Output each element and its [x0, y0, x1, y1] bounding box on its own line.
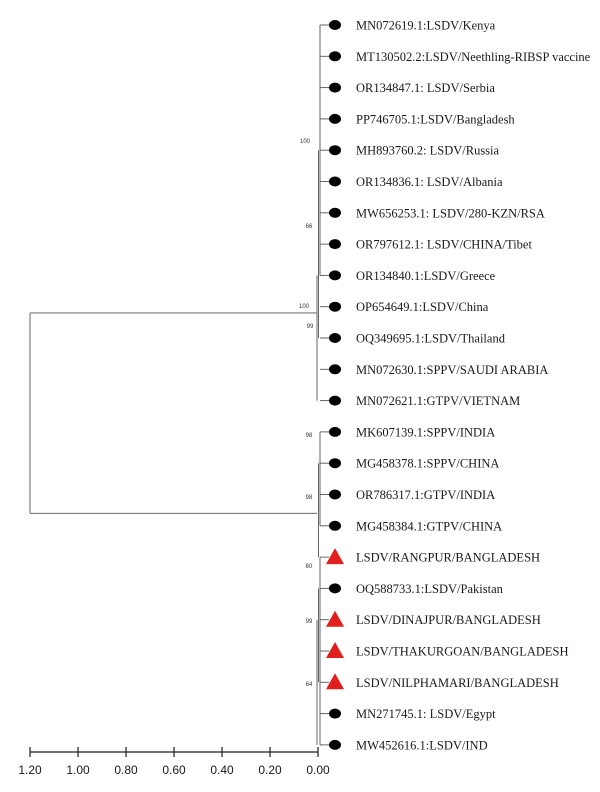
bootstrap-value: 66	[305, 224, 313, 230]
reference-sequence-dot-marker	[329, 364, 341, 374]
reference-sequence-dot-marker	[329, 208, 341, 218]
taxon-label: MG458384.1:GTPV/CHINA	[356, 519, 503, 534]
scale-tick-label: 1.00	[66, 763, 90, 777]
bootstrap-value: 98	[305, 495, 313, 501]
bootstrap-value: 99	[305, 619, 313, 625]
taxon-label: PP746705.1:LSDV/Bangladesh	[356, 112, 515, 127]
reference-sequence-dot-marker	[329, 302, 341, 312]
reference-sequence-dot-marker	[329, 458, 341, 468]
taxon-label: OQ349695.1:LSDV/Thailand	[356, 331, 505, 346]
taxon-label: MK607139.1:SPPV/INDIA	[356, 425, 496, 440]
bootstrap-value: 98	[305, 433, 313, 439]
reference-sequence-dot-marker	[329, 490, 341, 500]
taxon-label: OR134847.1: LSDV/Serbia	[356, 81, 495, 96]
taxon-label: MT130502.2:LSDV/Neethling-RIBSP vaccine	[356, 49, 591, 64]
taxon-label: OR797612.1: LSDV/CHINA/Tibet	[356, 237, 532, 252]
taxon-label: MG458378.1:SPPV/CHINA	[356, 456, 500, 471]
taxon-label: LSDV/NILPHAMARI/BANGLADESH	[356, 675, 559, 690]
bootstrap-value: 99	[306, 324, 314, 330]
reference-sequence-dot-marker	[329, 427, 341, 437]
taxon-markers	[326, 20, 344, 750]
scale-tick-label: 0.80	[114, 763, 138, 777]
taxon-label: OP654649.1:LSDV/China	[356, 300, 489, 315]
taxon-label: OR134840.1:LSDV/Greece	[356, 268, 496, 283]
reference-sequence-dot-marker	[329, 333, 341, 343]
branch-lines	[30, 25, 329, 745]
bootstrap-value: 64	[305, 682, 313, 688]
reference-sequence-dot-marker	[329, 177, 341, 187]
scale-tick-label: 0.00	[306, 763, 330, 777]
scale-tick-label: 1.20	[18, 763, 42, 777]
taxon-labels	[356, 19, 591, 753]
study-sample-triangle-marker	[326, 673, 344, 689]
taxon-label: MN072621.1:GTPV/VIETNAM	[356, 394, 521, 409]
bootstrap-value: 100	[299, 139, 311, 145]
scale-tick-label: 0.60	[162, 763, 186, 777]
taxon-label: OR786317.1:GTPV/INDIA	[356, 488, 496, 502]
taxon-label: MW452616.1:LSDV/IND	[356, 738, 488, 753]
taxon-label: MN072619.1:LSDV/Kenya	[356, 18, 496, 33]
taxon-label: LSDV/DINAJPUR/BANGLADESH	[356, 613, 541, 628]
taxon-label: MN072630.1:SPPV/SAUDI ARABIA	[356, 362, 549, 377]
bootstrap-labels	[299, 139, 314, 688]
reference-sequence-dot-marker	[329, 396, 341, 406]
taxon-label: MH893760.2: LSDV/Russia	[356, 143, 500, 158]
reference-sequence-dot-marker	[329, 583, 341, 593]
reference-sequence-dot-marker	[329, 83, 341, 93]
reference-sequence-dot-marker	[329, 20, 341, 30]
taxon-label: MW656253.1: LSDV/280-KZN/RSA	[356, 206, 545, 221]
taxon-label: LSDV/THAKURGOAN/BANGLADESH	[356, 644, 569, 659]
reference-sequence-dot-marker	[329, 709, 341, 719]
reference-sequence-dot-marker	[329, 521, 341, 531]
study-sample-triangle-marker	[326, 642, 344, 658]
taxon-label: LSDV/RANGPUR/BANGLADESH	[356, 550, 541, 565]
taxon-label: OR134836.1: LSDV/Albania	[356, 175, 503, 189]
reference-sequence-dot-marker	[329, 239, 341, 249]
study-sample-triangle-marker	[326, 611, 344, 627]
reference-sequence-dot-marker	[329, 51, 341, 61]
scale-tick-label: 0.40	[210, 763, 234, 777]
bootstrap-value: 100	[298, 304, 310, 310]
reference-sequence-dot-marker	[329, 740, 341, 750]
bootstrap-value: 60	[305, 564, 313, 570]
reference-sequence-dot-marker	[329, 145, 341, 155]
taxon-label: MN271745.1: LSDV/Egypt	[356, 707, 496, 722]
scale-axis	[18, 747, 330, 777]
study-sample-triangle-marker	[326, 548, 344, 564]
reference-sequence-dot-marker	[329, 270, 341, 280]
scale-tick-label: 0.20	[258, 763, 282, 777]
taxon-label: OQ588733.1:LSDV/Pakistan	[356, 581, 503, 596]
reference-sequence-dot-marker	[329, 114, 341, 124]
